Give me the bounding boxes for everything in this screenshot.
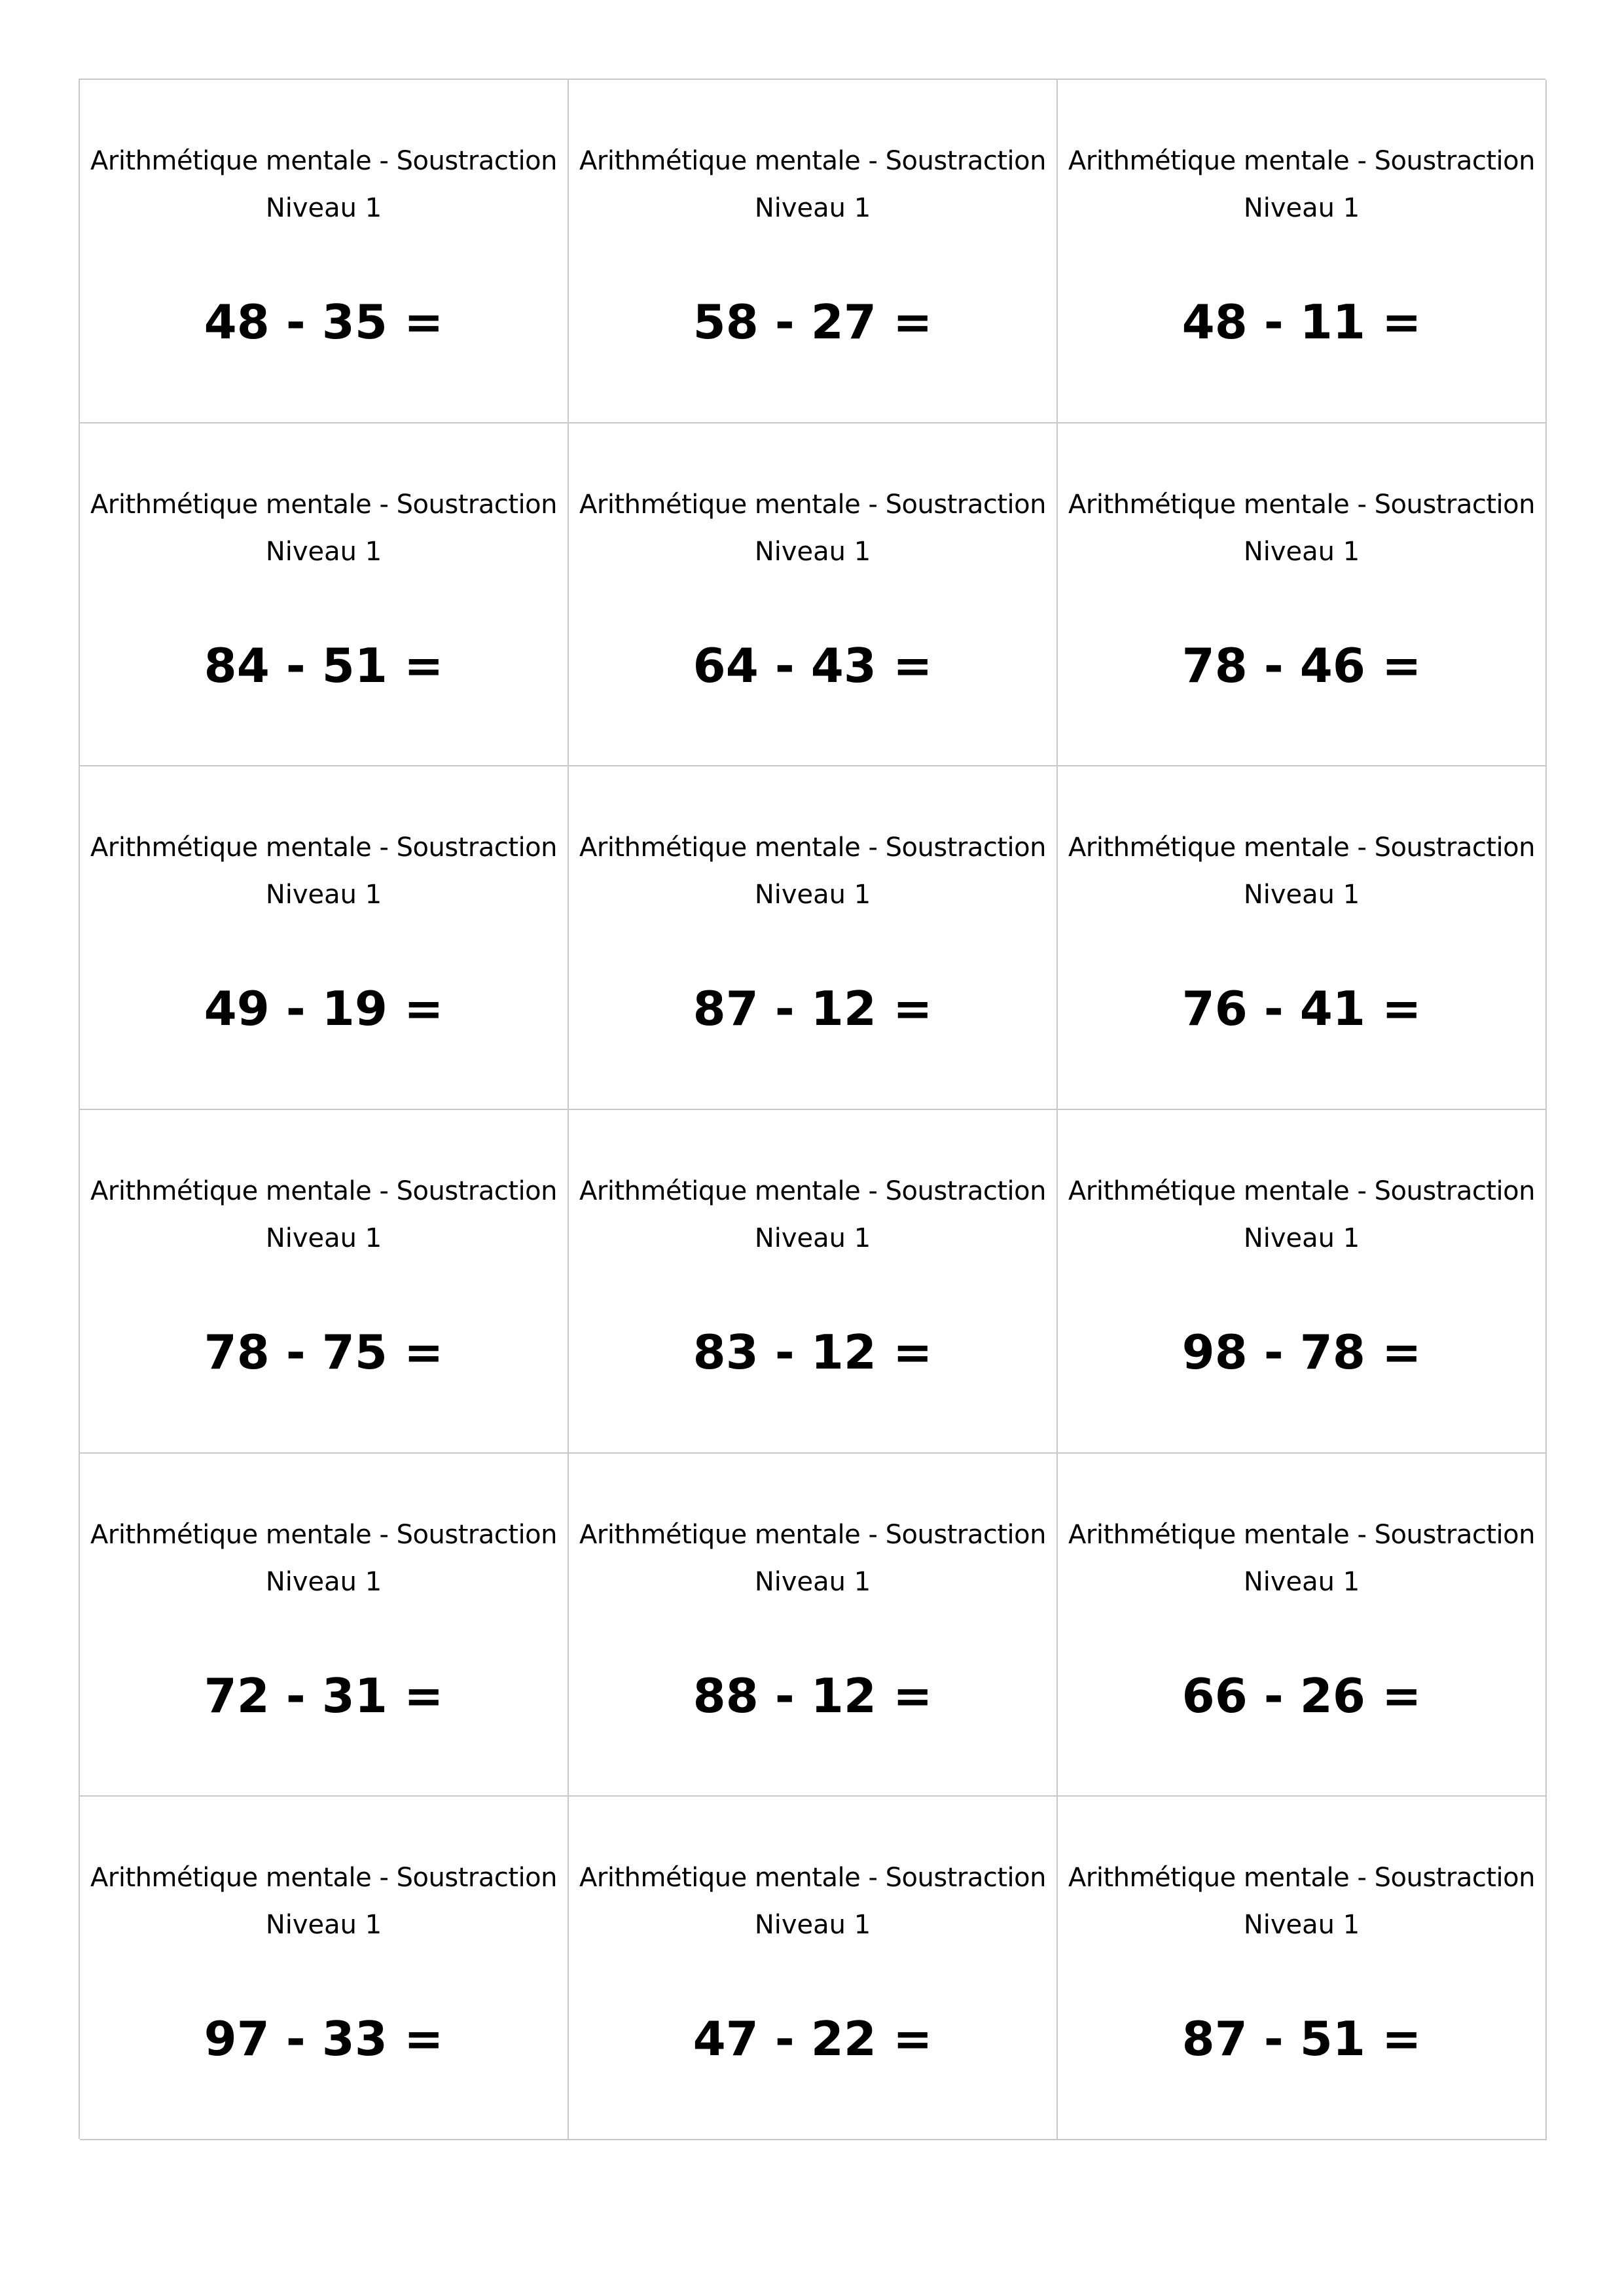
card-problem: 66 - 26 = [1182, 1668, 1422, 1723]
card-problem: 58 - 27 = [693, 295, 933, 350]
flashcard [80, 766, 569, 1110]
flashcard [1058, 80, 1547, 423]
card-title: Arithmétique mentale - Soustraction [90, 146, 557, 176]
card-problem: 48 - 11 = [1182, 295, 1422, 350]
card-title: Arithmétique mentale - Soustraction [90, 833, 557, 863]
card-title: Arithmétique mentale - Soustraction [1068, 1175, 1535, 1206]
card-problem: 98 - 78 = [1182, 1324, 1422, 1380]
flashcard [1058, 423, 1547, 767]
flashcard [80, 1110, 569, 1454]
card-title: Arithmétique mentale - Soustraction [1068, 833, 1535, 863]
card-problem: 78 - 75 = [204, 1324, 444, 1380]
card-level: Niveau 1 [1243, 193, 1360, 223]
card-level: Niveau 1 [1243, 880, 1360, 910]
card-title: Arithmétique mentale - Soustraction [1068, 1519, 1535, 1550]
card-problem: 87 - 12 = [693, 981, 933, 1037]
flashcard [80, 80, 569, 423]
card-level: Niveau 1 [754, 1566, 871, 1597]
flashcard [1058, 1797, 1547, 2140]
card-problem: 78 - 46 = [1182, 637, 1422, 693]
card-title: Arithmétique mentale - Soustraction [579, 1863, 1046, 1893]
card-title: Arithmétique mentale - Soustraction [1068, 1863, 1535, 1893]
card-title: Arithmétique mentale - Soustraction [579, 833, 1046, 863]
flashcard [569, 423, 1058, 767]
card-title: Arithmétique mentale - Soustraction [90, 489, 557, 520]
flashcard [569, 1110, 1058, 1454]
card-title: Arithmétique mentale - Soustraction [1068, 489, 1535, 520]
card-level: Niveau 1 [1243, 536, 1360, 567]
flashcard [80, 1454, 569, 1797]
card-title: Arithmétique mentale - Soustraction [579, 146, 1046, 176]
flashcard [1058, 766, 1547, 1110]
card-title: Arithmétique mentale - Soustraction [90, 1863, 557, 1893]
card-problem: 76 - 41 = [1182, 981, 1422, 1037]
card-level: Niveau 1 [265, 1223, 382, 1253]
card-level: Niveau 1 [265, 1910, 382, 1941]
card-level: Niveau 1 [1243, 1566, 1360, 1597]
card-title: Arithmétique mentale - Soustraction [90, 1175, 557, 1206]
card-level: Niveau 1 [265, 880, 382, 910]
flashcard [80, 1797, 569, 2140]
flashcard [569, 1797, 1058, 2140]
card-problem: 84 - 51 = [204, 637, 444, 693]
card-problem: 97 - 33 = [204, 2011, 444, 2067]
card-problem: 47 - 22 = [693, 2011, 933, 2067]
card-level: Niveau 1 [265, 536, 382, 567]
flashcard [1058, 1454, 1547, 1797]
card-title: Arithmétique mentale - Soustraction [1068, 146, 1535, 176]
card-level: Niveau 1 [1243, 1223, 1360, 1253]
flashcard [569, 80, 1058, 423]
card-title: Arithmétique mentale - Soustraction [90, 1519, 557, 1550]
card-level: Niveau 1 [265, 1566, 382, 1597]
card-problem: 49 - 19 = [204, 981, 444, 1037]
card-title: Arithmétique mentale - Soustraction [579, 1175, 1046, 1206]
card-level: Niveau 1 [754, 193, 871, 223]
card-problem: 64 - 43 = [693, 637, 933, 693]
card-problem: 87 - 51 = [1182, 2011, 1422, 2067]
card-problem: 72 - 31 = [204, 1668, 444, 1723]
flashcard-sheet [79, 79, 1545, 2139]
flashcard [1058, 1110, 1547, 1454]
card-level: Niveau 1 [754, 536, 871, 567]
card-title: Arithmétique mentale - Soustraction [579, 489, 1046, 520]
card-problem: 83 - 12 = [693, 1324, 933, 1380]
flashcard [569, 766, 1058, 1110]
card-level: Niveau 1 [1243, 1910, 1360, 1941]
flashcard [569, 1454, 1058, 1797]
card-level: Niveau 1 [754, 1223, 871, 1253]
card-level: Niveau 1 [265, 193, 382, 223]
card-level: Niveau 1 [754, 1910, 871, 1941]
card-problem: 88 - 12 = [693, 1668, 933, 1723]
card-title: Arithmétique mentale - Soustraction [579, 1519, 1046, 1550]
card-problem: 48 - 35 = [204, 295, 444, 350]
flashcard [80, 423, 569, 767]
card-level: Niveau 1 [754, 880, 871, 910]
